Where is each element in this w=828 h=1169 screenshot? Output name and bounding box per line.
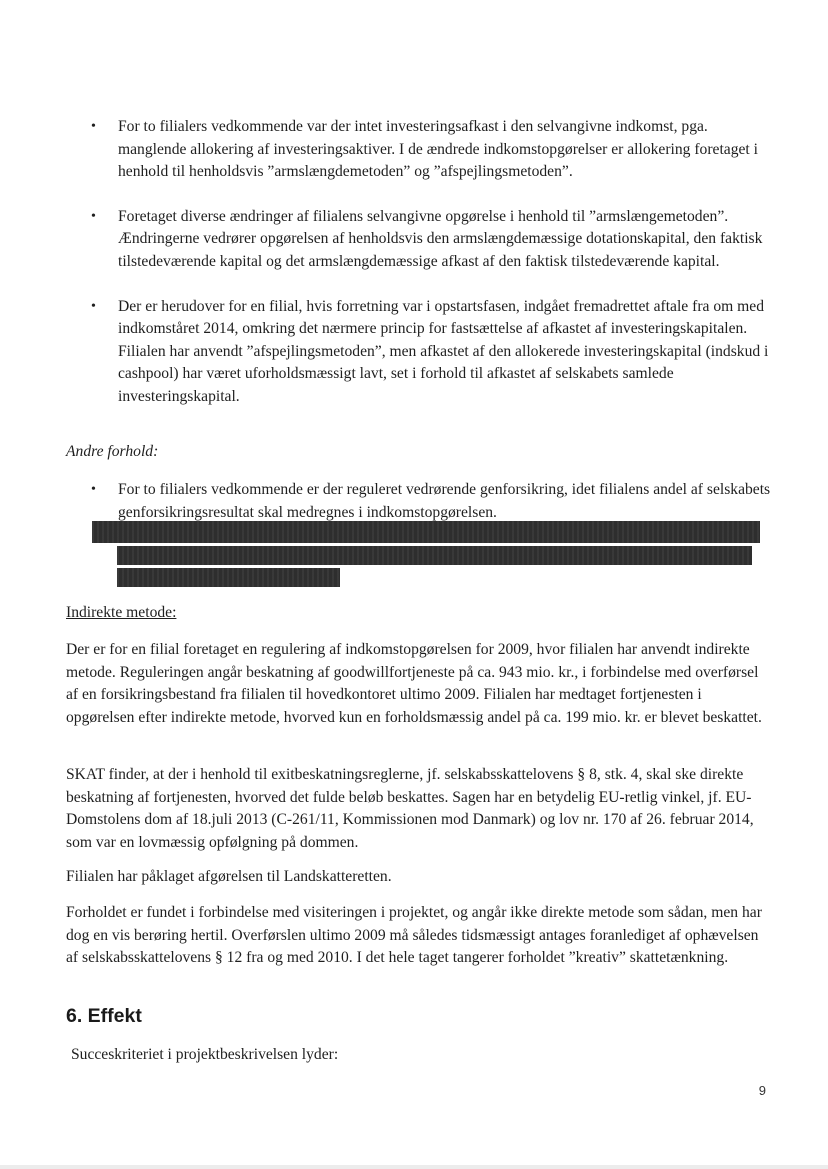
bullet-list-andre-forhold <box>66 479 771 524</box>
scan-edge <box>0 1165 828 1169</box>
bullet-dot: • <box>91 119 96 134</box>
bullet-text: Der er herudover for en filial, hvis forretning var i opstartsfasen, indgået fremadrettet aftale fra om med indkomståret 2014, omkring det nærmere princip for fastsættelse af afkastet af investeringskapitalen. Filialen har anvendt ”afspejlingsmetoden”, men afkastet af den allokerede investeringskapital (indskud i cashpool) har været uforholdsmæssigt lavt, set i forhold til afkastet af selskabets samlede investeringskapital. <box>118 297 769 405</box>
list-item <box>66 296 771 409</box>
section-heading-effekt: 6. Effekt <box>66 1005 142 1027</box>
list-item <box>66 206 771 274</box>
paragraph: SKAT finder, at der i henhold til exitbeskatningsreglerne, jf. selskabsskattelovens § 8, stk. 4, skal ske direkte beskatning af fortjenesten, hvorved det fulde beløb beskattes. Sagen har en betydelig EU-retlig vinkel, jf. EU-Domstolens dom af 18.juli 2013 (C-261/11, Kommissionen mod Danmark) og lov nr. 170 af 26. februar 2014, som var en lovmæssig opfølgning på dommen. <box>66 766 754 851</box>
list-item <box>66 116 771 184</box>
redaction-bar <box>117 546 752 565</box>
bullet-dot: • <box>91 208 96 224</box>
bullet-text: For to filialers vedkommende var der intet investeringsafkast i den selvangivne indkomst, pga. manglende allokering af investeringsaktiver. I de ændrede indkomstopgørelser er allokering foretaget i henhold til henholdsvis ”armslængdemetoden” og ”afspejlingsmetoden”. <box>118 118 758 181</box>
bullet-list-findings <box>66 116 771 431</box>
paragraph: Filialen har påklaget afgørelsen til Landskatteretten. <box>66 868 392 885</box>
list-item <box>66 479 771 524</box>
redaction-bar <box>117 568 340 587</box>
bullet-dot: • <box>91 298 96 314</box>
indirekte-metode-heading: Indirekte metode: <box>66 604 177 621</box>
success-criteria-intro: Succeskriteriet i projektbeskrivelsen lyder: <box>71 1046 339 1063</box>
paragraph: Forholdet er fundet i forbindelse med visiteringen i projektet, og angår ikke direkte metode som sådan, men har dog en vis berøring hertil. Overførslen ultimo 2009 må således tidsmæssigt antages foranlediget af ophævelsen af selskabsskattelovens § 12 fra og med 2010. I det hele taget tangerer forholdet ”kreativ” skattetænkning. <box>66 904 762 967</box>
andre-forhold-heading: Andre forhold: <box>66 443 159 460</box>
page-number: 9 <box>758 1083 766 1098</box>
bullet-dot: • <box>91 482 96 497</box>
bullet-text: Foretaget diverse ændringer af filialens selvangivne opgørelse i henhold til ”armslængemetoden”. Ændringerne vedrører opgørelsen af henholdsvis den armslængdemæssige dotationskapital, den faktisk tilstedeværende kapital og det armslængdemæssige afkast af den faktisk tilstedeværende kapital. <box>118 207 763 270</box>
bullet-text: For to filialers vedkommende er der reguleret vedrørende genforsikring, idet filialens andel af selskabets genforsikringsresultat skal medregnes i indkomstopgørelsen. <box>118 481 771 521</box>
paragraph: Der er for en filial foretaget en regulering af indkomstopgørelsen for 2009, hvor filialen har anvendt indirekte metode. Reguleringen angår beskatning af goodwillfortjeneste på ca. 943 mio. kr., i forbindelse med overførsel af en forsikringsbestand fra filialen til hovedkontoret ultimo 2009. Filialen har medtaget fortjenesten i opgørelsen efter indirekte metode, hvorved kun en forholdsmæssig andel på ca. 199 mio. kr. er blevet beskattet. <box>66 641 762 726</box>
redaction-bar <box>92 521 760 543</box>
